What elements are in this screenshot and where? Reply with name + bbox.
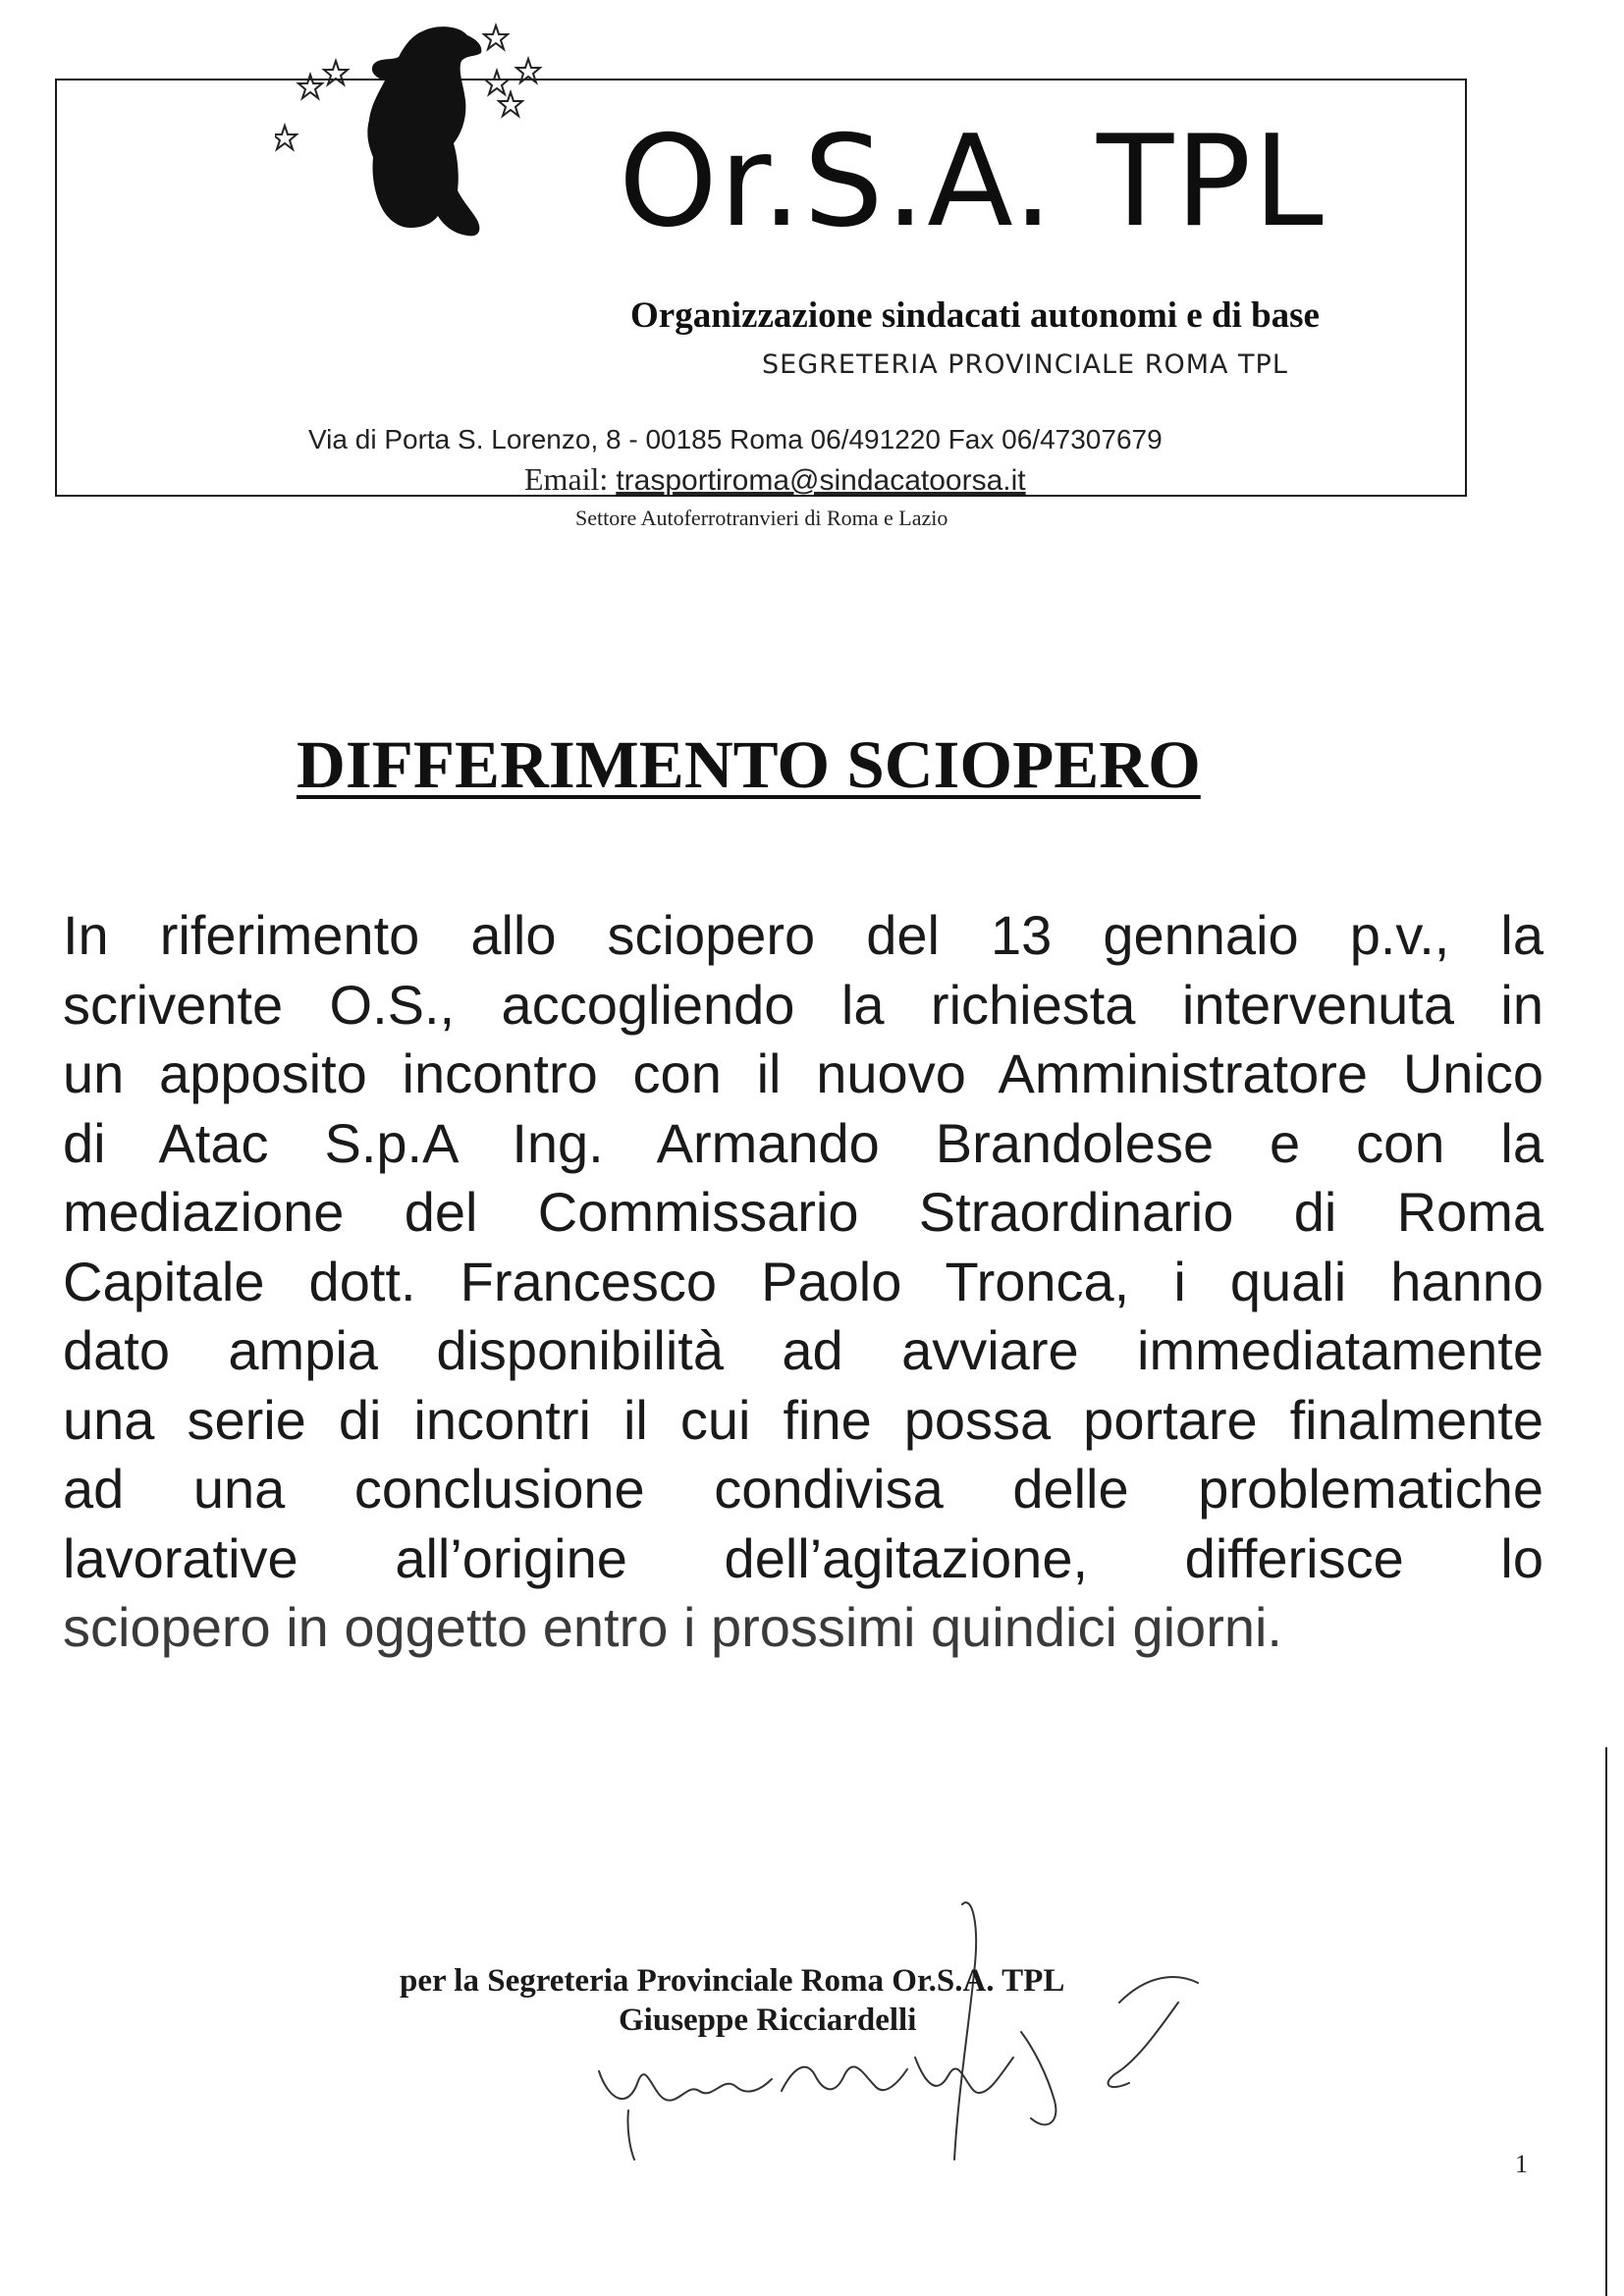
- org-full-name: Organizzazione sindacati autonomi e di base: [630, 295, 1320, 336]
- org-name: Or.S.A. TPL: [619, 109, 1326, 255]
- signatory-role: per la Segreteria Provinciale Roma Or.S.A. TPL: [400, 1963, 1065, 1999]
- body-line: scrivente O.S., accogliendo la richiesta intervenuta in: [63, 973, 1543, 1036]
- email-label: Email:: [524, 461, 617, 497]
- sector-line: Settore Autoferrotranvieri di Roma e Lazio: [575, 506, 948, 530]
- scan-margin-line: [1604, 1747, 1608, 2296]
- body-line: di Atac S.p.A Ing. Armando Brandolese e con la: [63, 1111, 1543, 1174]
- document-title: DIFFERIMENTO SCIOPERO: [297, 727, 1201, 802]
- address-line: Via di Porta S. Lorenzo, 8 - 00185 Roma 06/491220 Fax 06/47307679: [308, 424, 1163, 454]
- body-line: mediazione del Commissario Straordinario di Roma: [63, 1181, 1543, 1243]
- page-number: 1: [1515, 2150, 1528, 2178]
- email-line: [524, 461, 1026, 498]
- body-line: dato ampia disponibilità ad avviare immediatamente: [63, 1319, 1543, 1381]
- body-line: un apposito incontro con il nuovo Amministratore Unico: [63, 1042, 1543, 1104]
- bear-with-stars-icon: [275, 10, 589, 304]
- office-name: SEGRETERIA PROVINCIALE ROMA TPL: [762, 349, 1288, 380]
- body-paragraph: [63, 901, 1543, 1663]
- body-line: ad una conclusione condivisa delle problematiche: [63, 1458, 1543, 1520]
- body-line: Capitale dott. Francesco Paolo Tronca, i quali hanno: [63, 1250, 1543, 1312]
- body-line: In riferimento allo sciopero del 13 gennaio p.v., la: [63, 904, 1543, 966]
- body-line: una serie di incontri il cui fine possa portare finalmente: [63, 1388, 1543, 1451]
- signatory-name: Giuseppe Ricciardelli: [619, 2002, 917, 2038]
- body-line: lavorative all’origine dell’agitazione, differisce lo: [63, 1526, 1543, 1589]
- body-line: sciopero in oggetto entro i prossimi quindici giorni.: [63, 1596, 1282, 1658]
- email-link[interactable]: trasportiroma@sindacatoorsa.it: [616, 464, 1026, 497]
